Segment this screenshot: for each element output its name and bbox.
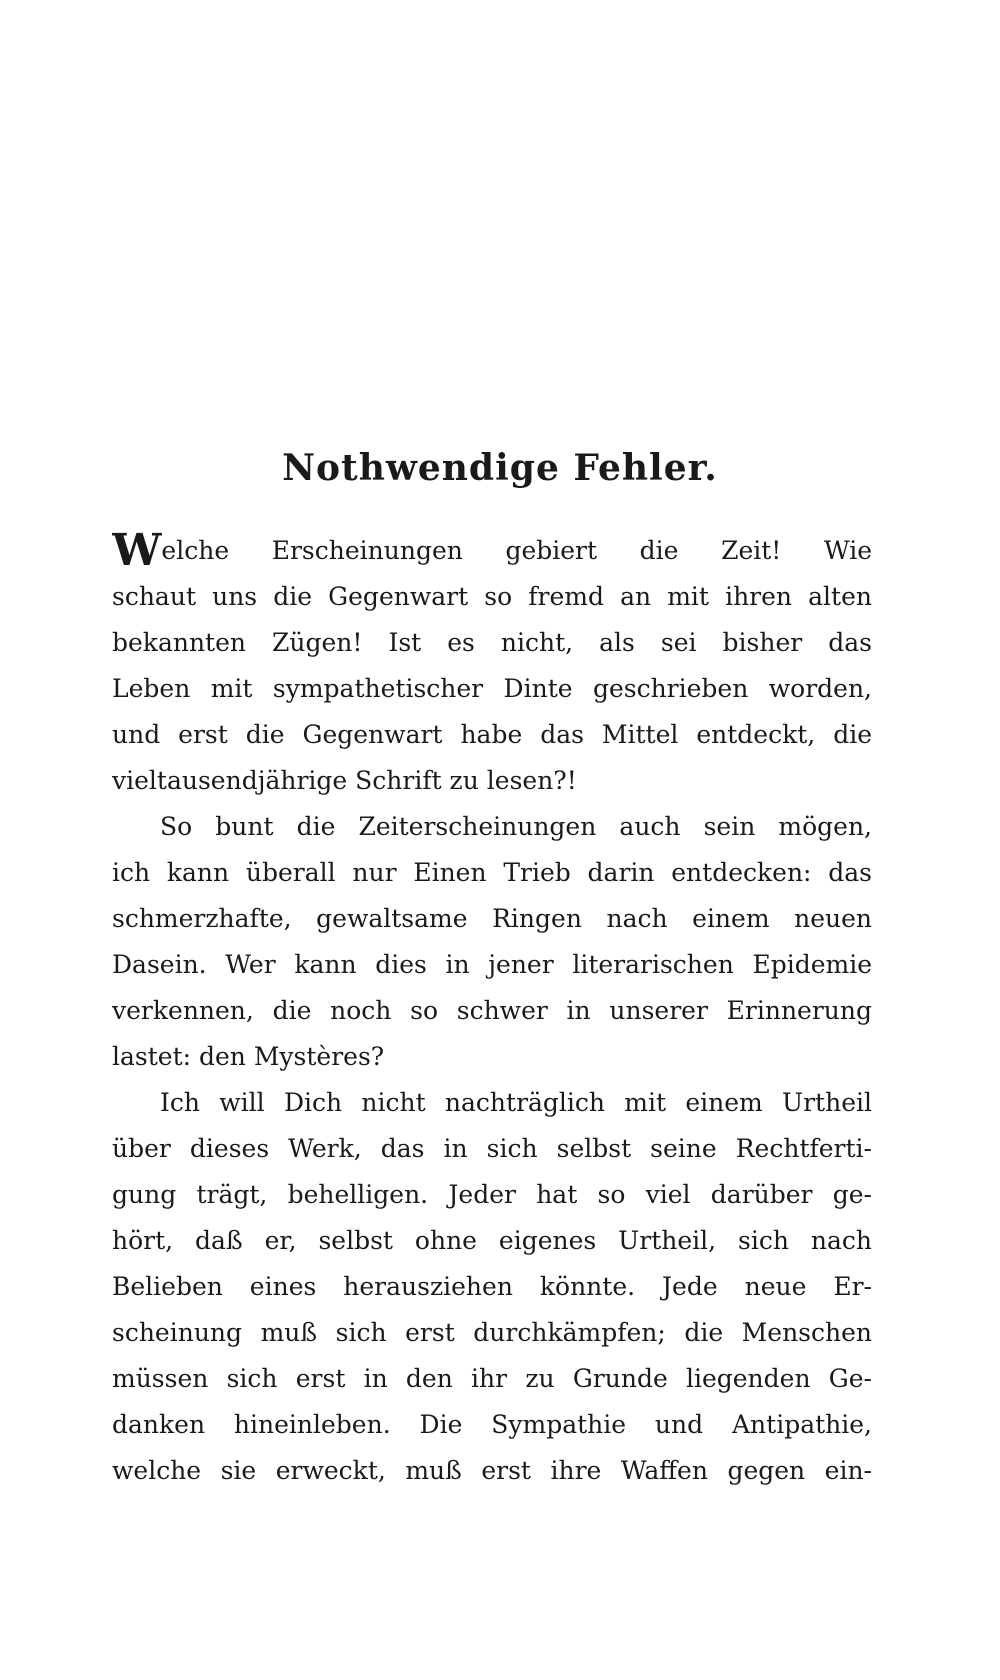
text-line: Ich will Dich nicht nachträglich mit einem Urtheil (160, 1088, 872, 1117)
text-line: über dieses Werk, das in sich selbst seine Rechtferti- (112, 1134, 872, 1163)
text-line: gung trägt, behelligen. Jeder hat so viel darüber ge- (112, 1180, 872, 1209)
text-line: lastet: den Mystères? (112, 1042, 385, 1071)
text-line: ich kann überall nur Einen Trieb darin entdecken: das (112, 858, 872, 887)
text-line: welche sie erweckt, muß erst ihre Waffen gegen ein- (112, 1456, 872, 1485)
text-line: Welche Erscheinungen gebiert die Zeit! Wie (112, 528, 872, 574)
text-line: und erst die Gegenwart habe das Mittel entdeckt, die (112, 720, 872, 749)
text-line: So bunt die Zeiterscheinungen auch sein mögen, (160, 812, 872, 841)
text-line: Leben mit sympathetischer Dinte geschrieben worden, (112, 674, 872, 703)
text-line: vieltausendjährige Schrift zu lesen?! (112, 766, 577, 795)
text-line: danken hineinleben. Die Sympathie und Antipathie, (112, 1410, 872, 1439)
text-line: scheinung muß sich erst durchkämpfen; die Menschen (112, 1318, 872, 1347)
initial-letter: W (112, 528, 162, 574)
text-line: Dasein. Wer kann dies in jener literarischen Epidemie (112, 950, 872, 979)
text-line: hört, daß er, selbst ohne eigenes Urtheil, sich nach (112, 1226, 872, 1255)
text-line: schmerzhafte, gewaltsame Ringen nach einem neuen (112, 904, 872, 933)
text-line: bekannten Zügen! Ist es nicht, als sei bisher das (112, 628, 872, 657)
text-line: verkennen, die noch so schwer in unserer Erinnerung (112, 996, 872, 1025)
chapter-title: Nothwendige Fehler. (282, 447, 718, 489)
text-line: schaut uns die Gegenwart so fremd an mit ihren alten (112, 582, 872, 611)
text-line: Belieben eines herausziehen könnte. Jede neue Er- (112, 1272, 872, 1301)
body-text (112, 528, 872, 1494)
text-line: müssen sich erst in den ihr zu Grunde liegenden Ge- (112, 1364, 872, 1393)
